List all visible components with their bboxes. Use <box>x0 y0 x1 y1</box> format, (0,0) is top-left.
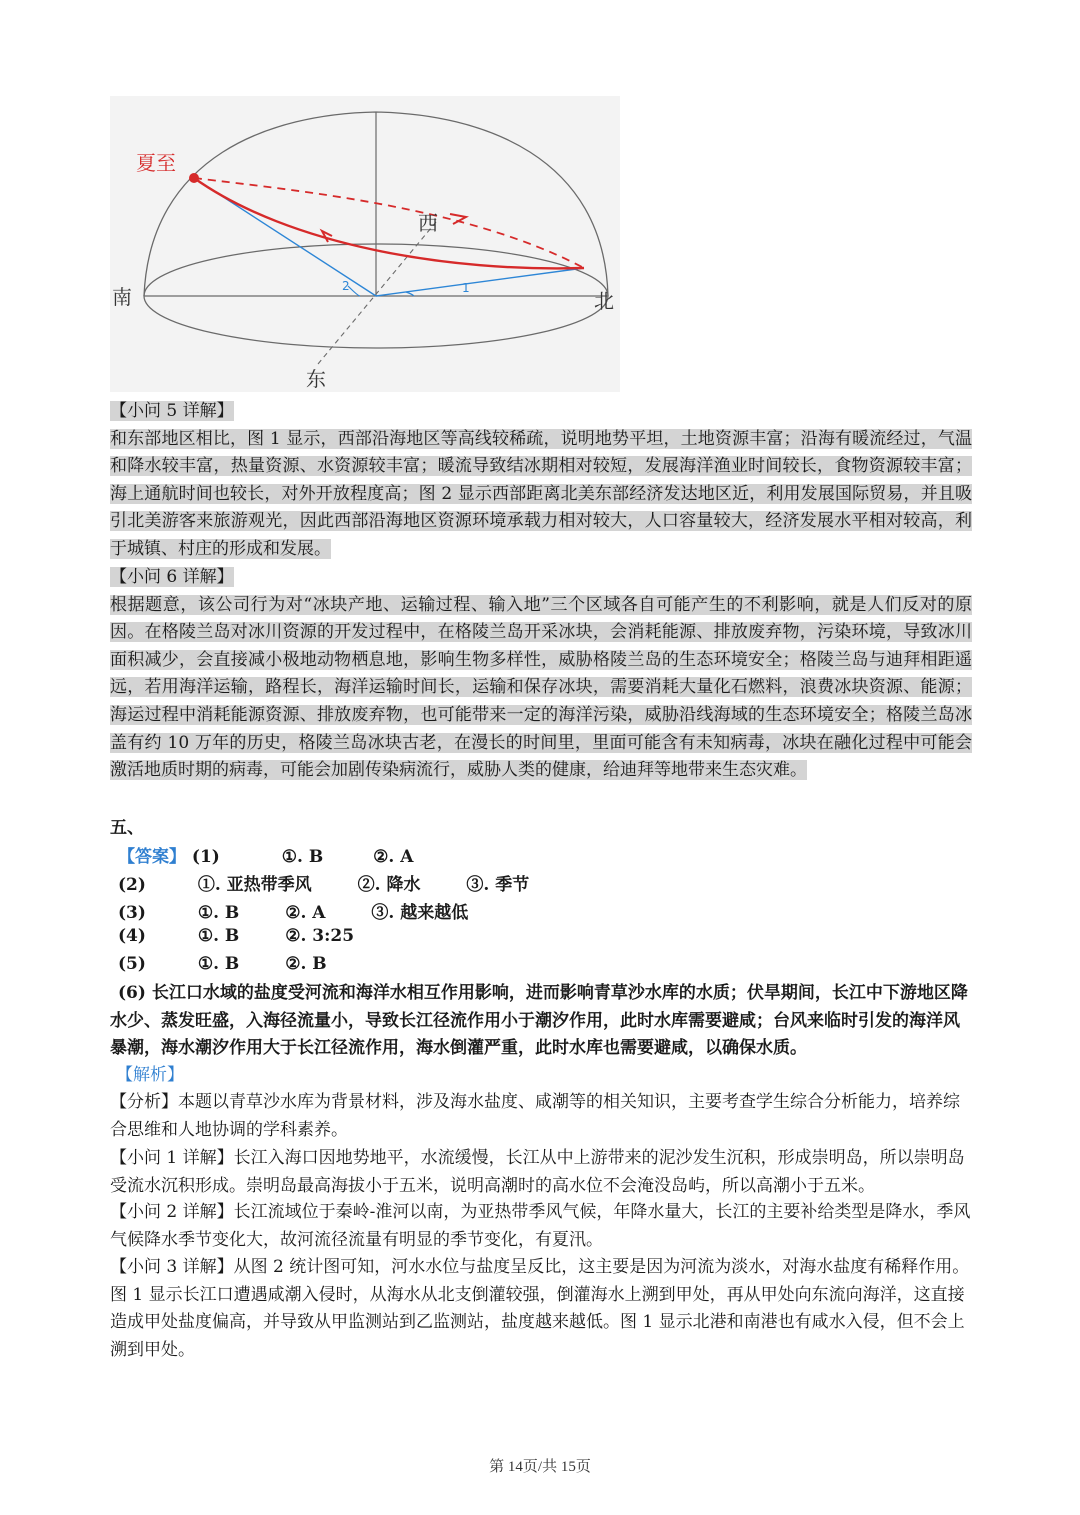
answer-item: ②. A <box>373 847 414 867</box>
answer-num: (4) <box>118 926 146 946</box>
q6-block <box>110 564 972 785</box>
answer-q6: (6) 长江口水域的盐度受河流和海洋水相互作用影响，进而影响青草沙水库的水质；伏旱期间，长江中下游地区降水少、蒸发旺盛，入海径流量小，导致长江径流作用小于潮汐作用，此时水库需要避咸；台风来临时引发的海洋风暴潮，海水潮汐作用大于长江径流作用，海水倒灌严重，此时水库也需要避咸，以确保水质。 <box>110 983 968 1059</box>
sub-answer-2: 【小问 2 详解】长江流域位于秦岭-淮河以南，为亚热带季风气候，年降水量大，长江的主要补给类型是降水，季风气候降水季节变化大，故河流径流量有明显的季节变化，有夏汛。 <box>110 1202 971 1250</box>
q5-heading: 【小问 5 详解】 <box>110 401 234 421</box>
analysis-summary: 【分析】本题以青草沙水库为背景材料，涉及海水盐度、咸潮等的相关知识，主要考查学生综合分析能力，培养综合思维和人地协调的学科素养。 <box>110 1092 960 1140</box>
sun-path-dashed <box>194 178 584 268</box>
sub-answer-3: 【小问 3 详解】从图 2 统计图可知，河水水位与盐度呈反比，这主要是因为河流为淡水，对海水盐度有稀释作用。图 1 显示长江口遭遇咸潮入侵时，从海水从北支倒灌较强，倒灌海水上溯到甲处，再从甲处向东流向海洋，这直接造成甲处盐度偏高，并导致从甲监测站到乙监测站，盐度越来越低。图 1 显示北港和南港也有咸水入侵，但不会上溯到甲处。 <box>110 1257 970 1360</box>
label-east: 东 <box>306 367 326 391</box>
sub-answer-1: 【小问 1 详解】长江入海口因地势地平，水流缓慢，长江从中上游带来的泥沙发生沉积，形成崇明岛，所以崇明岛受流水沉积形成。崇明岛最高海拔小于五米，说明高潮时的高水位不会淹没岛屿，所以高潮小于五米。 <box>110 1148 965 1196</box>
answer-num: (5) <box>118 954 146 974</box>
answer-item: ①. 亚热带季风 <box>197 875 312 895</box>
answer-item: ③. 越来越低 <box>371 903 469 923</box>
q6-body: 根据题意，该公司行为对“冰块产地、运输过程、输入地”三个区域各自可能产生的不利影响，就是人们反对的原因。在格陵兰岛对冰川资源的开发过程中，在格陵兰岛开采冰块，会消耗能源、排放废弃物，污染环境，导致冰川面积减少，会直接减小极地动物栖息地，影响生物多样性，威胁格陵兰岛的生态环境安全；格陵兰岛与迪拜相距遥远，若用海洋运输，路程长，海洋运输时间长，运输和保存冰块，需要消耗大量化石燃料，浪费冰块资源、能源；海运过程中消耗能源资源、排放废弃物，也可能带来一定的海洋污染，威胁沿线海域的生态环境安全；格陵兰岛冰盖有约 10 万年的历史，格陵兰岛冰块古老，在漫长的时间里，里面可能含有未知病毒，冰块在融化过程中可能会激活地质时期的病毒，可能会加剧传染病流行，威胁人类的健康，给迪拜等地带来生态灾难。 <box>110 594 972 781</box>
east-west-line <box>318 222 436 364</box>
answer-item: ①. B <box>281 847 324 867</box>
label-west: 西 <box>418 211 438 235</box>
answer-item: ①. B <box>197 954 240 974</box>
angle-arc-2 <box>348 286 360 296</box>
answer-row-2 <box>118 870 529 895</box>
sun-path-figure <box>110 96 620 392</box>
answer-item: ①. B <box>197 903 240 923</box>
analysis-tag: 【解析】 <box>116 1065 184 1085</box>
label-north: 北 <box>594 289 614 313</box>
answer-item: ②. B <box>285 954 327 974</box>
answer-num: (2) <box>118 875 146 895</box>
q5-block <box>110 398 972 564</box>
answer-row-5 <box>118 954 327 974</box>
angle-label-1: 1 <box>462 281 470 295</box>
section-title: 五、 <box>110 818 144 838</box>
answer-num: (1) <box>191 847 220 867</box>
answer-item: ①. B <box>197 926 240 946</box>
page-number: 第 14页/共 15页 <box>489 1459 591 1475</box>
answer-item: ②. A <box>285 903 326 923</box>
answer-tag: 【答案】 <box>118 847 186 867</box>
answer-row-3 <box>118 898 468 923</box>
answer-item: ③. 季节 <box>466 875 530 895</box>
angle-label-2: 2 <box>342 279 350 293</box>
q6-heading: 【小问 6 详解】 <box>110 567 234 587</box>
answer-row-1 <box>118 842 413 867</box>
answer-item: ②. 3:25 <box>285 926 355 946</box>
q5-body: 和东部地区相比，图 1 显示，西部沿海地区等高线较稀疏，说明地势平坦，土地资源丰富；沿海有暖流经过，气温和降水较丰富，热量资源、水资源较丰富；暖流导致结冰期相对较短，发展海洋渔业时间较长，食物资源较丰富；海上通航时间也较长，对外开放程度高；图 2 显示西部距离北美东部经济发达地区近，利用发展国际贸易，并且吸引北美游客来旅游观光，因此西部沿海地区资源环境承载力相对较大，人口容量较大，经济发展水平相对较高，利于城镇、村庄的形成和发展。 <box>110 428 972 559</box>
sun-marker <box>189 173 199 183</box>
sun-path-diagram <box>110 96 620 392</box>
answer-num: (3) <box>118 903 146 923</box>
label-south: 南 <box>112 285 132 309</box>
answer-row-4 <box>118 926 354 946</box>
label-summer-solstice: 夏至 <box>136 151 176 175</box>
sun-path-solid <box>194 178 584 268</box>
answer-item: ②. 降水 <box>357 875 421 895</box>
